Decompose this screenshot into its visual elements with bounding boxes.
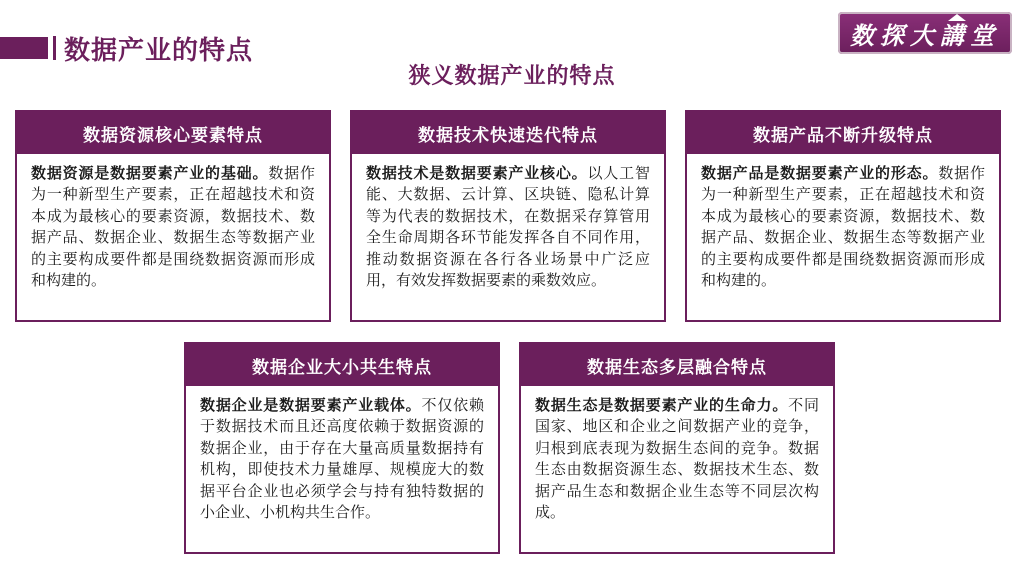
brand-logo-text: 数探大講堂 <box>850 20 1000 50</box>
card-body <box>687 154 999 291</box>
card-heading: 数据企业大小共生特点 <box>186 344 498 386</box>
card-lead-text: 数据企业是数据要素产业载体。 <box>200 396 422 414</box>
card-data-enterprise <box>184 342 500 554</box>
card-lead-text: 数据资源是数据要素产业的基础。 <box>31 164 269 182</box>
graduation-cap-icon <box>948 14 966 21</box>
card-body <box>186 386 498 523</box>
card-data-resource <box>15 110 331 322</box>
card-heading: 数据生态多层融合特点 <box>521 344 833 386</box>
card-data-technology <box>350 110 666 322</box>
title-accent-tick <box>53 36 56 60</box>
page-title: 数据产业的特点 <box>64 36 254 66</box>
card-body-text: 不同国家、地区和企业之间数据产业的竞争，归根到底表现为数据生态间的竞争。数据生态由数据资源生态、数据技术生态、数据产品生态和数据企业生态等不同层次构成。 <box>535 396 819 522</box>
card-body-text: 数据作为一种新型生产要素，正在超越技术和资本成为最核心的要素资源，数据技术、数据产品、数据企业、数据生态等数据产业的主要构成要件都是围绕数据资源而形成和构建的。 <box>701 164 985 290</box>
page-subtitle: 狭义数据产业的特点 <box>408 64 616 89</box>
card-data-ecosystem <box>519 342 835 554</box>
card-body <box>17 154 329 291</box>
card-heading: 数据技术快速迭代特点 <box>352 112 664 154</box>
title-accent-bar <box>0 37 48 59</box>
card-body-text: 数据作为一种新型生产要素，正在超越技术和资本成为最核心的要素资源，数据技术、数据产品、数据企业、数据生态等数据产业的主要构成要件都是围绕数据资源而形成和构建的。 <box>31 164 315 290</box>
card-body <box>521 386 833 523</box>
brand-logo <box>838 12 1012 54</box>
card-lead-text: 数据技术是数据要素产业核心。 <box>366 164 588 182</box>
card-heading: 数据资源核心要素特点 <box>17 112 329 154</box>
card-body-text: 以人工智能、大数据、云计算、区块链、隐私计算等为代表的数据技术，在数据采存算管用全生命周期各环节能发挥各自不同作用，推动数据资源在各行各业场景中广泛应用，有效发挥数据要素的乘数效应。 <box>366 164 650 290</box>
card-body <box>352 154 664 291</box>
card-body-text: 不仅依赖于数据技术而且还高度依赖于数据资源的数据企业，由于存在大量高质量数据持有机构，即使技术力量雄厚、规模庞大的数据平台企业也必须学会与持有独特数据的小企业、小机构共生合作。 <box>200 396 484 522</box>
card-lead-text: 数据生态是数据要素产业的生命力。 <box>535 396 789 414</box>
card-heading: 数据产品不断升级特点 <box>687 112 999 154</box>
card-data-product <box>685 110 1001 322</box>
card-lead-text: 数据产品是数据要素产业的形态。 <box>701 164 939 182</box>
